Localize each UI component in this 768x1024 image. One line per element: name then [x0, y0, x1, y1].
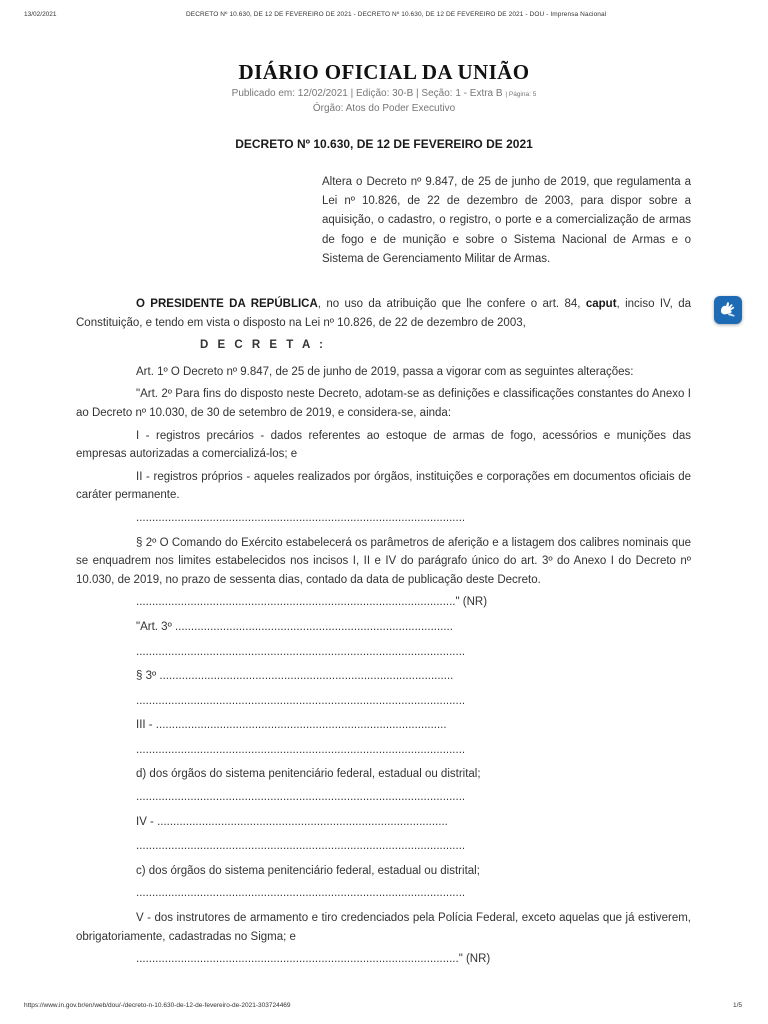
print-url: https://www.in.gov.br/en/web/dou/-/decreto-n-10.630-de-12-de-fevereiro-de-2021-303724469	[24, 1002, 291, 1009]
paragraph-3: § 3º ............................................................................................	[136, 670, 454, 683]
item-v: V - dos instrutores de armamento e tiro credenciados pela Polícia Federal, exceto aquelas que já estiverem, obrigatoriamente, cadastradas no Sigma; e	[76, 912, 691, 943]
omission-dots: .......................................................................................................	[136, 511, 466, 524]
preamble-text-1: , no uso da atribuição que lhe confere o art. 84,	[317, 298, 581, 310]
sign-language-icon	[718, 300, 738, 320]
issuing-body: Órgão: Atos do Poder Executivo	[312, 103, 456, 114]
item-i: I - registros precários - dados referentes ao estoque de armas de fogo, acessórios e munições das empresas autorizadas a comercializá-los; e	[76, 429, 691, 461]
item-iii: III - ...........................................................................................	[136, 719, 447, 732]
omission-dots: .......................................................................................................	[136, 840, 466, 853]
decree-summary: Altera o Decreto nº 9.847, de 25 de junho de 2019, que regulamenta a Lei nº 10.826, de 22 de dezembro de 2003, para dispor sobre a aquisição, o cadastro, o registro, o porte e a comercialização de armas de fogo e de munição e sobre o Sistema Nacional de Armas e o Sistema de Gerenciamento Militar de Armas.	[322, 176, 691, 265]
omission-dots: .......................................................................................................	[136, 887, 466, 900]
article-1: Art. 1º O Decreto nº 9.847, de 25 de junho de 2019, passa a vigorar com as seguintes alterações:	[136, 365, 634, 378]
print-page-title: DECRETO Nº 10.630, DE 12 DE FEVEREIRO DE 2021 - DECRETO Nº 10.630, DE 12 DE FEVEREIRO DE 2021 - DOU - Imprensa Nacional	[186, 11, 607, 18]
omission-dots: .......................................................................................................	[136, 791, 466, 804]
nr-line-2: ....................................................................................................." (NR)	[136, 953, 491, 966]
accessibility-widget-button[interactable]	[714, 296, 742, 324]
item-iv: IV - ...........................................................................................	[136, 815, 448, 828]
paragraph-2: § 2º O Comando do Exército estabelecerá os parâmetros de aferição e a listagem dos calibres nominais que se enquadrem nos limites estabelecidos nos incisos I, II e IV do parágrafo único do art. 3º do Anexo I do Decreto nº 10.030, de 2019, no prazo de sessenta dias, contado da data de publicação deste Decreto.	[76, 536, 691, 586]
preamble-caput: caput	[585, 298, 617, 310]
journal-title: DIÁRIO OFICIAL DA UNIÃO	[238, 60, 530, 84]
item-d: d) dos órgãos do sistema penitenciário federal, estadual ou distrital;	[136, 768, 481, 781]
print-page-number: 1/5	[732, 1002, 742, 1009]
page-reference: | Página: 5	[505, 91, 537, 98]
preamble-text-2: , inciso IV, da Constituição, e tendo em vista o disposto na Lei nº 10.826, de 22 de dezembro de 2003,	[76, 298, 692, 329]
preamble	[76, 295, 691, 332]
print-date: 13/02/2021	[24, 11, 57, 18]
decreta-line	[76, 336, 691, 355]
omission-dots: .......................................................................................................	[136, 694, 466, 707]
article-2: "Art. 2º Para fins do disposto neste Decreto, adotam-se as definições e classificações constantes do Anexo I ao Decreto nº 10.030, de 30 de setembro de 2019, e considera-se, ainda:	[76, 388, 691, 419]
publication-info	[0, 88, 768, 99]
decree-title: DECRETO Nº 10.630, DE 12 DE FEVEREIRO DE 2021	[235, 137, 533, 151]
nr-line-1: ...................................................................................................." (NR)	[136, 596, 488, 609]
decree-body	[76, 295, 691, 975]
preamble-authority: O PRESIDENTE DA REPÚBLICA	[136, 298, 318, 310]
item-c: c) dos órgãos do sistema penitenciário federal, estadual ou distrital;	[136, 864, 480, 877]
item-ii: II - registros próprios - aqueles realizados por órgãos, instituições e corporações em documentos oficiais de caráter permanente.	[76, 470, 691, 502]
omission-dots: .......................................................................................................	[136, 645, 466, 658]
article-3: "Art. 3º .......................................................................................	[136, 620, 453, 633]
publication-details: Publicado em: 12/02/2021 | Edição: 30-B | Seção: 1 - Extra B	[231, 88, 503, 99]
print-header	[0, 11, 768, 23]
decreta-heading: D E C R E T A :	[200, 339, 326, 352]
print-footer	[0, 1002, 768, 1014]
omission-dots: .......................................................................................................	[136, 743, 466, 756]
